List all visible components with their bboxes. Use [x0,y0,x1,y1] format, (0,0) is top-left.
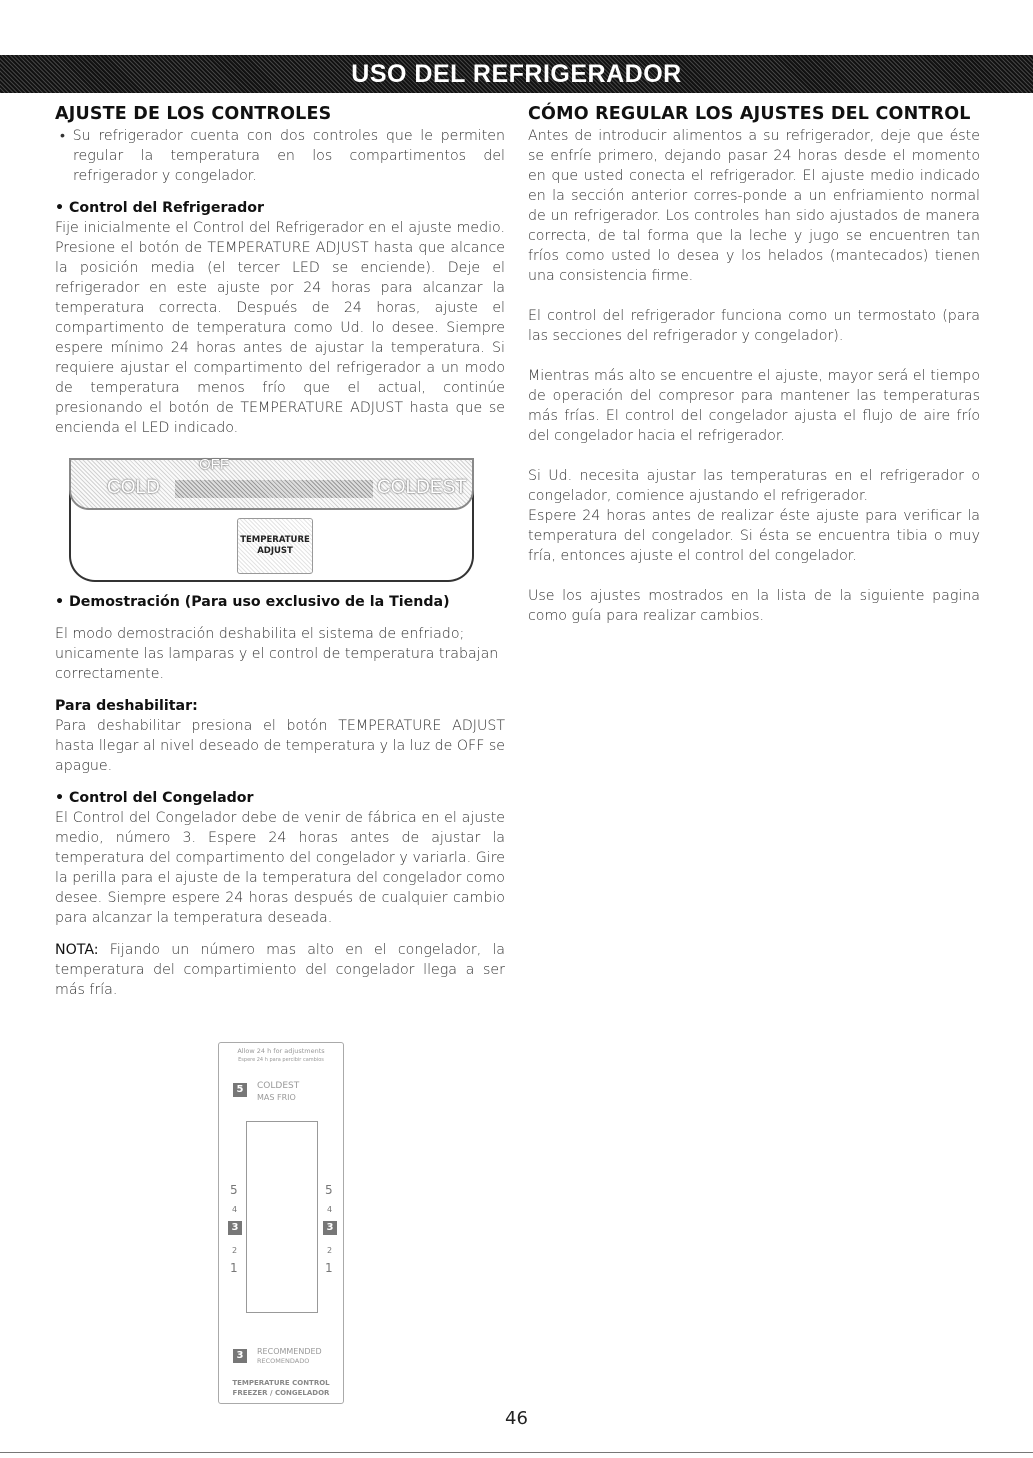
page-number: 46 [505,1408,528,1429]
temperature-adjust-line1: TEMPERATURE [240,535,310,545]
fridge-control-paragraph: Fije inicialmente el Control del Refrigerador en el ajuste medio. Presione el botón de TEMPERATURE ADJUST hasta que alcance la posición media (el tercer LED se enciende). Deje el refrigerador en este ajuste por 24 horas para alcanzar la temperatura correcta. Después de 24 horas, ajuste el compartimento de temperatura como Ud. lo desee. Siempre espere mínimo 24 horas antes de ajustar la temperatura. Si requiere ajustar el compartimento del refrigerador a un modo de temperatura menos frío que el actual, continúe presionando el botón de TEMPERATURE ADJUST hasta que se encienda el LED indicado. [55,220,505,436]
dial-right-4: 4 [327,1205,333,1214]
freezer-dial-figure [218,1042,344,1404]
dial-left-5: 5 [230,1183,238,1197]
dial-left-4: 4 [232,1205,238,1214]
dial-right-1: 1 [325,1261,333,1275]
regulate-paragraph-6: Use los ajustes mostrados en la lista de la siguiente pagina como guía para realizar cambios. [528,588,980,624]
demo-paragraph: El modo demostración deshabilita el sistema de enfriado; unicamente las lamparas y el control de temperatura trabajan correctamente. [55,626,499,682]
regulate-paragraph-4: Si Ud. necesita ajustar las temperaturas en el refrigerador o congelador, comience ajustando el refrigerador. [528,468,980,504]
fridge-control-heading: • Control del Refrigerador [55,200,265,216]
disable-heading: Para deshabilitar: [55,698,198,714]
regulate-paragraph-1: Antes de introducir alimentos a su refrigerador, deje que éste se enfríe primero, dejando pasar 24 horas desde el momento en que usted conecta el refrigerador. El ajuste medio indicado en la sección anterior corres-ponde a un enfriamiento normal de un refrigerador. Los controles han sido ajustados de manera correcta, de tal forma que la leche y jugo se encuentren tan fríos como usted lo desea y los helados (mantecados) tienen una consistencia firme. [528,128,980,284]
temperature-adjust-line2: ADJUST [257,546,293,556]
coldest-label: COLDEST [377,477,467,498]
cold-label: COLD [107,477,160,498]
regulate-paragraph-5: Espere 24 horas antes de realizar éste ajuste para verificar la temperatura del congelador. Si ésta se encuentra tibia o muy fría, entonces ajuste el control del congelador. [528,508,980,564]
coldest-text: COLDEST [257,1081,300,1091]
temperature-control-text: TEMPERATURE CONTROL [232,1379,330,1387]
espere-text: Espere 24 h para percibir cambios [238,1057,324,1063]
left-column [55,104,505,1000]
off-label: OFF [199,456,229,473]
allow-text: Allow 24 h for adjustments [237,1047,325,1055]
dial-window [246,1121,318,1313]
note-text: Fijando un número mas alto en el congelador, la temperatura del compartimiento del congelador llega a ser más fría. [55,942,505,998]
demo-heading: • Demostración (Para uso exclusivo de la Tienda) [55,594,450,610]
dial-right-5: 5 [325,1183,333,1197]
dial-left-1: 1 [230,1261,238,1275]
banner-title: USO DEL REFRIGERADOR [351,59,682,88]
control-panel-figure [69,458,474,582]
dial-left-2: 2 [232,1246,238,1255]
bottom-rule [0,1452,1033,1453]
right-column [528,104,980,626]
recommended-text: RECOMMENDED [257,1347,322,1356]
regulate-paragraph-3: Mientras más alto se encuentre el ajuste, mayor será el tiempo de operación del compresor para mantener las temperaturas más frías. El control del congelador ajusta el flujo de aire frío del congelador hacia el refrigerador. [528,368,980,444]
freezer-congelador-text: FREEZER / CONGELADOR [232,1389,330,1397]
dial-right-3-icon: 3 [323,1221,337,1235]
led-bar [175,480,373,498]
freezer-control-heading: • Control del Congelador [55,790,254,806]
coldest-marker-icon: 5 [233,1083,247,1097]
regulate-controls-heading: CÓMO REGULAR LOS AJUSTES DEL CONTROL [528,104,971,124]
recomendado-text: RECOMENDADO [257,1357,310,1365]
note-paragraph [55,940,505,1000]
section-banner [0,55,1033,93]
disable-paragraph: Para deshabilitar presiona el botón TEMPERATURE ADJUST hasta llegar al nivel deseado de temperatura y la luz de OFF se apague. [55,718,505,774]
adjust-controls-heading: AJUSTE DE LOS CONTROLES [55,104,332,124]
mas-frio-text: MAS FRIO [257,1093,296,1102]
recommended-marker-icon: 3 [233,1349,247,1363]
dial-right-2: 2 [327,1246,333,1255]
temperature-adjust-button [237,518,313,574]
dial-left-3-icon: 3 [228,1221,242,1235]
control-panel-strip [69,458,474,510]
freezer-control-paragraph: El Control del Congelador debe de venir de fábrica en el ajuste medio, número 3. Espere 24 horas antes de ajustar la temperatura del compartimento del congelador y variarla. Gire la perilla para el ajuste de la temperatura del congelador como desee. Siempre espere 24 horas después de cualquier cambio para alcanzar la temperatura deseada. [55,810,505,926]
note-label: NOTA: [55,942,99,958]
intro-paragraph: • Su refrigerador cuenta con dos controles que le permiten regular la temperatura en los compartimentos del refrigerador y congelador. [60,128,505,184]
regulate-paragraph-2: El control del refrigerador funciona como un termostato (para las secciones del refrigerador y congelador). [528,308,980,344]
